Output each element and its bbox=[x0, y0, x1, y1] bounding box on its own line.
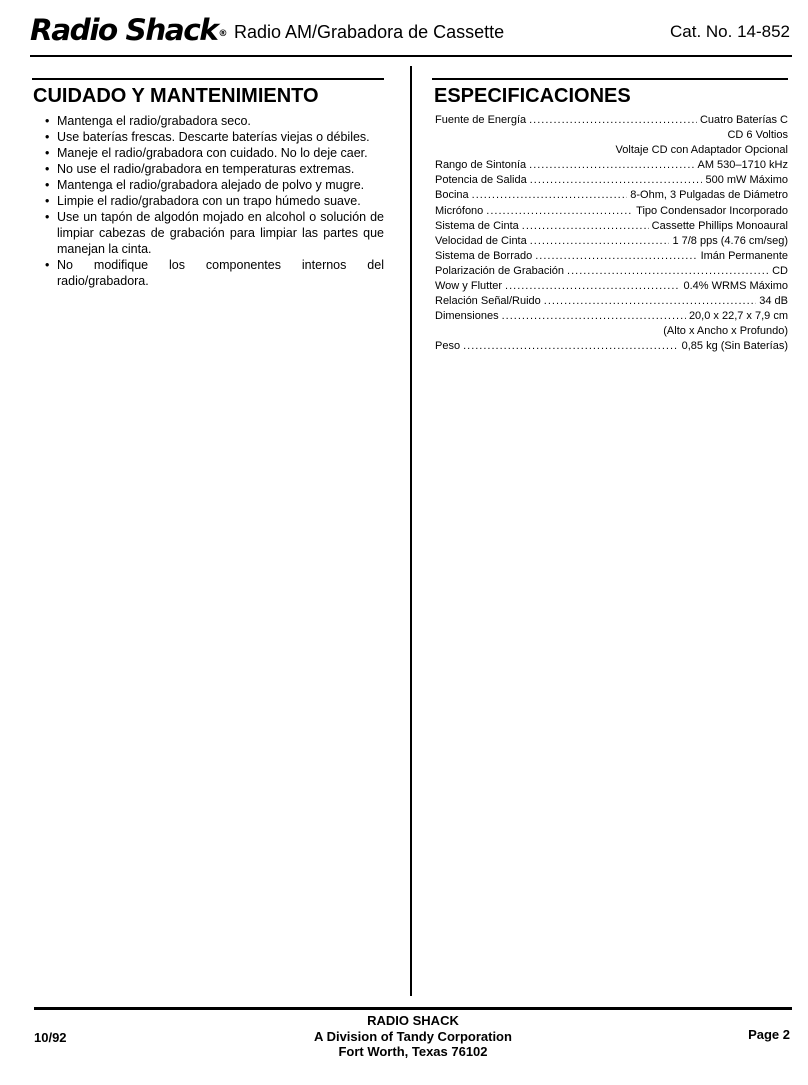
specs-list bbox=[435, 113, 788, 355]
bullet-icon: • bbox=[45, 258, 50, 272]
dot-leader bbox=[544, 294, 756, 309]
spec-row bbox=[435, 204, 788, 219]
footer-date: 10/92 bbox=[34, 1030, 67, 1045]
document-title: Radio AM/Grabadora de Cassette bbox=[234, 22, 505, 42]
radio-shack-logo bbox=[30, 12, 226, 48]
care-item-text: No modifique los componentes internos del radio/grabadora. bbox=[57, 258, 384, 288]
care-item-text: No use el radio/grabadora en temperaturas extremas. bbox=[57, 162, 355, 176]
footer-company bbox=[260, 1013, 566, 1060]
spec-label: Fuente de Energía bbox=[435, 114, 527, 126]
footer-company-line: RADIO SHACK bbox=[367, 1013, 459, 1028]
care-item bbox=[44, 113, 384, 129]
dot-leader bbox=[529, 158, 694, 173]
spec-value-continuation: CD 6 Voltios bbox=[727, 129, 788, 142]
care-item bbox=[44, 257, 384, 289]
care-item bbox=[44, 145, 384, 161]
spec-value: 1 7/8 pps (4.76 cm/seg) bbox=[672, 234, 788, 247]
column-divider bbox=[410, 66, 412, 996]
care-item-text: Maneje el radio/grabadora con cuidado. No lo deje caer. bbox=[57, 146, 368, 160]
dot-leader bbox=[529, 113, 697, 128]
dot-leader bbox=[502, 309, 686, 324]
care-item-text: Use un tapón de algodón mojado en alcohol o solución de limpiar cabezas de grabación para limpiar las partes que manejan la cinta. bbox=[57, 210, 384, 256]
care-item bbox=[44, 209, 384, 257]
dot-leader bbox=[522, 219, 649, 234]
care-list bbox=[44, 113, 384, 289]
dot-leader bbox=[530, 234, 670, 249]
spec-label: Rango de Sintonía bbox=[435, 159, 527, 172]
catalog-number: Cat. No. 14-852 bbox=[669, 22, 790, 41]
care-item-text: Use baterías frescas. Descarte baterías viejas o débiles. bbox=[57, 130, 370, 144]
page-header bbox=[30, 12, 792, 52]
spec-value: 20,0 x 22,7 x 7,9 cm bbox=[688, 310, 788, 323]
spec-value: AM 530–1710 kHz bbox=[697, 159, 788, 172]
care-heading-rule bbox=[32, 78, 384, 80]
spec-row bbox=[435, 279, 788, 294]
dot-leader bbox=[472, 188, 628, 203]
spec-value: Imán Permanente bbox=[700, 249, 788, 262]
care-item bbox=[44, 161, 384, 177]
care-item bbox=[44, 193, 384, 209]
care-item-text: Limpie el radio/grabadora con un trapo húmedo suave. bbox=[57, 194, 361, 208]
spec-label: Sistema de Cinta bbox=[435, 219, 519, 232]
footer-company-line: Fort Worth, Texas 76102 bbox=[338, 1044, 488, 1059]
spec-row bbox=[435, 249, 788, 264]
dot-leader bbox=[567, 264, 769, 279]
spec-row bbox=[435, 158, 788, 173]
bullet-icon: • bbox=[45, 162, 50, 176]
dot-leader bbox=[463, 339, 679, 354]
spec-row bbox=[435, 294, 788, 309]
spec-value-continuation: (Alto x Ancho x Profundo) bbox=[663, 325, 788, 338]
care-item-text: Mantenga el radio/grabadora seco. bbox=[57, 114, 251, 128]
logo-text: Radio Shack bbox=[30, 13, 218, 47]
bullet-icon: • bbox=[45, 114, 50, 128]
specs-heading-rule bbox=[432, 78, 788, 80]
care-item-text: Mantenga el radio/grabadora alejado de polvo y mugre. bbox=[57, 178, 365, 192]
spec-row bbox=[435, 188, 788, 203]
care-heading: CUIDADO Y MANTENIMIENTO bbox=[33, 85, 319, 107]
spec-label: Micrófono bbox=[435, 204, 484, 217]
specs-heading: ESPECIFICACIONES bbox=[434, 85, 631, 107]
spec-value: Cuatro Baterías C bbox=[699, 114, 788, 126]
spec-label: Peso bbox=[435, 340, 461, 353]
spec-row bbox=[435, 339, 788, 354]
footer-company-line: A Division of Tandy Corporation bbox=[314, 1028, 512, 1044]
bullet-icon: • bbox=[45, 210, 50, 224]
bullet-icon: • bbox=[45, 178, 50, 192]
spec-value: 34 dB bbox=[759, 295, 788, 308]
dot-leader bbox=[535, 249, 697, 264]
spec-label: Polarización de Grabación bbox=[435, 264, 565, 277]
spec-value: CD bbox=[772, 264, 788, 277]
spec-row bbox=[435, 113, 788, 128]
bullet-icon: • bbox=[45, 130, 50, 144]
spec-label: Wow y Flutter bbox=[435, 280, 503, 293]
spec-label: Dimensiones bbox=[435, 310, 499, 323]
spec-value: 500 mW Máximo bbox=[705, 174, 788, 187]
spec-row bbox=[435, 234, 788, 249]
spec-row bbox=[435, 264, 788, 279]
header-rule bbox=[30, 55, 792, 57]
dot-leader bbox=[505, 279, 680, 294]
spec-row bbox=[435, 309, 788, 324]
care-item bbox=[44, 177, 384, 193]
spec-value: 0,85 kg (Sin Baterías) bbox=[681, 340, 788, 353]
spec-value-continuation: Voltaje CD con Adaptador Opcional bbox=[615, 144, 788, 157]
care-item bbox=[44, 129, 384, 145]
spec-value: 0.4% WRMS Máximo bbox=[683, 280, 788, 293]
spec-label: Potencia de Salida bbox=[435, 174, 527, 187]
registered-mark: ® bbox=[218, 29, 227, 39]
footer-rule bbox=[34, 1007, 792, 1010]
spec-label: Bocina bbox=[435, 189, 469, 202]
spec-label: Relación Señal/Ruido bbox=[435, 295, 541, 308]
footer-page-number: Page 2 bbox=[748, 1027, 790, 1042]
spec-label: Sistema de Borrado bbox=[435, 249, 533, 262]
spec-value: 8-Ohm, 3 Pulgadas de Diámetro bbox=[630, 189, 788, 202]
spec-row bbox=[435, 173, 788, 188]
spec-label: Velocidad de Cinta bbox=[435, 234, 527, 247]
bullet-icon: • bbox=[45, 194, 50, 208]
spec-value: Tipo Condensador Incorporado bbox=[636, 204, 788, 217]
dot-leader bbox=[486, 204, 633, 219]
spec-value: Cassette Phillips Monoaural bbox=[651, 219, 788, 232]
spec-row bbox=[435, 219, 788, 234]
dot-leader bbox=[530, 173, 703, 188]
bullet-icon: • bbox=[45, 146, 50, 160]
